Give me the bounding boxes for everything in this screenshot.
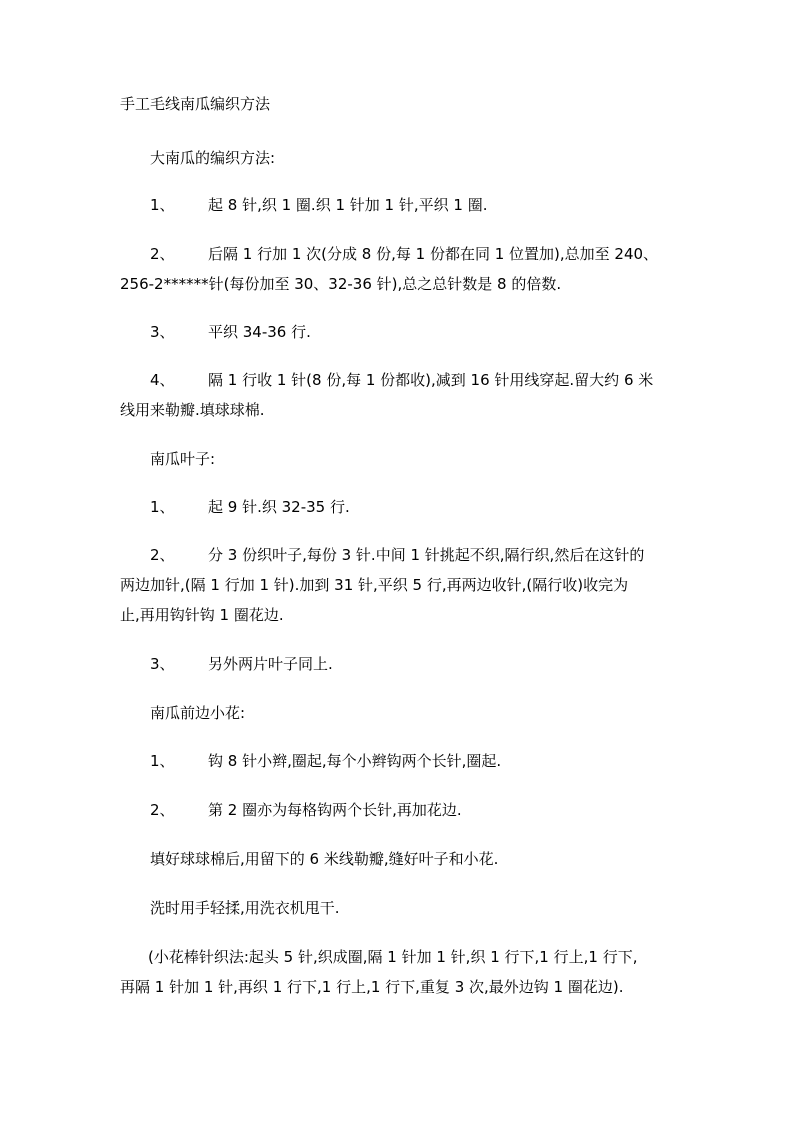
pumpkin-step-4-continuation: 线用来勒瓣.填球球棉. — [120, 401, 265, 419]
pumpkin-step-2-text: 后隔 1 行加 1 次(分成 8 份,每 1 份都在同 1 位置加),总加至 240、 — [208, 245, 659, 263]
pumpkin-step-3-text: 平织 34-36 行. — [208, 323, 311, 341]
pumpkin-heading: 大南瓜的编织方法: — [150, 149, 276, 167]
pumpkin-step-4-text: 隔 1 行收 1 针(8 份,每 1 份都收),减到 16 针用线穿起.留大约 6 米 — [208, 371, 654, 389]
leaf-step-2-continuation-2: 止,再用钩针钩 1 圈花边. — [120, 606, 284, 624]
flower-step-2-text: 第 2 圈亦为每格钩两个长针,再加花边. — [208, 801, 462, 819]
flower-step-2-number: 2、 — [150, 801, 175, 819]
wash-paragraph: 洗时用手轻揉,用洗衣机甩干. — [150, 899, 340, 917]
leaf-step-3-number: 3、 — [150, 655, 175, 673]
leaf-step-2-continuation-1: 两边加针,(隔 1 行加 1 针).加到 31 针,平织 5 行,再两边收针,(隔行收)收完为 — [120, 576, 629, 594]
pumpkin-step-2-number: 2、 — [150, 245, 175, 263]
leaf-step-1-number: 1、 — [150, 498, 175, 516]
leaf-step-2-number: 2、 — [150, 546, 175, 564]
leaf-step-1-text: 起 9 针.织 32-35 行. — [208, 498, 350, 516]
pumpkin-step-3-number: 3、 — [150, 323, 175, 341]
pumpkin-step-1-number: 1、 — [150, 196, 175, 214]
note-line-2: 再隔 1 针加 1 针,再织 1 行下,1 行上,1 行下,重复 3 次,最外边钩 1 圈花边). — [120, 978, 624, 996]
flower-step-1-number: 1、 — [150, 752, 175, 770]
leaf-step-2-text: 分 3 份织叶子,每份 3 针.中间 1 针挑起不织,隔行织,然后在这针的 — [208, 546, 645, 564]
document-title: 手工毛线南瓜编织方法 — [120, 95, 271, 113]
leaf-step-3-text: 另外两片叶子同上. — [208, 655, 333, 673]
pumpkin-step-1-text: 起 8 针,织 1 圈.织 1 针加 1 针,平织 1 圈. — [208, 196, 488, 214]
flower-heading: 南瓜前边小花: — [150, 704, 246, 722]
note-line-1: (小花棒针织法:起头 5 针,织成圈,隔 1 针加 1 针,织 1 行下,1 行上,1 行下, — [148, 948, 638, 966]
pumpkin-step-4-number: 4、 — [150, 371, 175, 389]
pumpkin-step-2-continuation: 256-2******针(每份加至 30、32-36 针),总之总针数是 8 的倍数. — [120, 275, 562, 293]
flower-step-1-text: 钩 8 针小辫,圈起,每个小辫钩两个长针,圈起. — [208, 752, 502, 770]
leaf-heading: 南瓜叶子: — [150, 450, 216, 468]
finish-paragraph: 填好球球棉后,用留下的 6 米线勒瓣,缝好叶子和小花. — [150, 850, 499, 868]
